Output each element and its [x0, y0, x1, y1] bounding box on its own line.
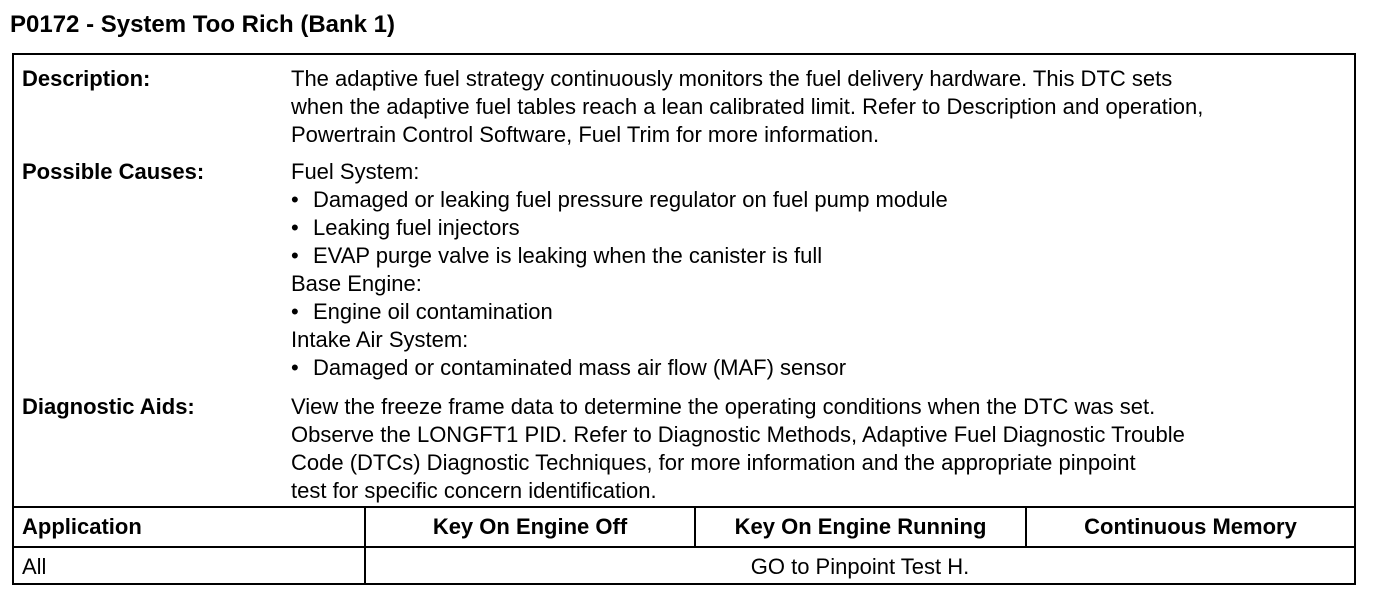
header-key-on-engine-off: Key On Engine Off [432, 514, 628, 539]
possible-causes-label: Possible Causes: [22, 159, 205, 184]
description-label: Description: [22, 66, 151, 91]
cause-item: • Leaking fuel injectors [291, 214, 948, 242]
table-divider [14, 506, 1354, 508]
cause-item: • Damaged or contaminated mass air flow (MAF) sensor [291, 354, 948, 382]
info-section [14, 55, 1354, 508]
application-cell: All [22, 554, 47, 579]
description-line: Powertrain Control Software, Fuel Trim for more information. [291, 122, 880, 147]
cause-item: • Damaged or leaking fuel pressure regulator on fuel pump module [291, 186, 948, 214]
description-line: The adaptive fuel strategy continuously monitors the fuel delivery hardware. This DTC sets [291, 66, 1173, 91]
cause-group-heading: Base Engine: [291, 271, 422, 296]
result-cell: GO to Pinpoint Test H. [750, 554, 970, 579]
diagnostic-aids-line: Observe the LONGFT1 PID. Refer to Diagnostic Methods, Adaptive Fuel Diagnostic Trouble [291, 422, 1185, 447]
diagnostic-aids-line: test for specific concern identification. [291, 478, 657, 503]
diagnostic-aids-label: Diagnostic Aids: [22, 394, 195, 419]
diagnostic-aids-text [291, 393, 1185, 505]
header-key-on-engine-running: Key On Engine Running [734, 514, 987, 539]
header-application: Application [22, 514, 142, 539]
description-text [291, 65, 1203, 149]
diagnostic-aids-line: Code (DTCs) Diagnostic Techniques, for more information and the appropriate pinpoint [291, 450, 1136, 475]
cause-item: • EVAP purge valve is leaking when the canister is full [291, 242, 948, 270]
diagnostic-aids-line: View the freeze frame data to determine the operating conditions when the DTC was set. [291, 394, 1156, 419]
dtc-table [12, 53, 1356, 585]
cause-item: • Engine oil contamination [291, 298, 948, 326]
cause-group-heading: Intake Air System: [291, 327, 469, 352]
description-line: when the adaptive fuel tables reach a lean calibrated limit. Refer to Description and operation, [291, 94, 1204, 119]
possible-causes-list [291, 158, 948, 382]
table-divider [14, 546, 1354, 548]
cause-group-heading: Fuel System: [291, 159, 420, 184]
page-title: P0172 - System Too Rich (Bank 1) [10, 11, 396, 38]
header-continuous-memory: Continuous Memory [1084, 514, 1297, 539]
